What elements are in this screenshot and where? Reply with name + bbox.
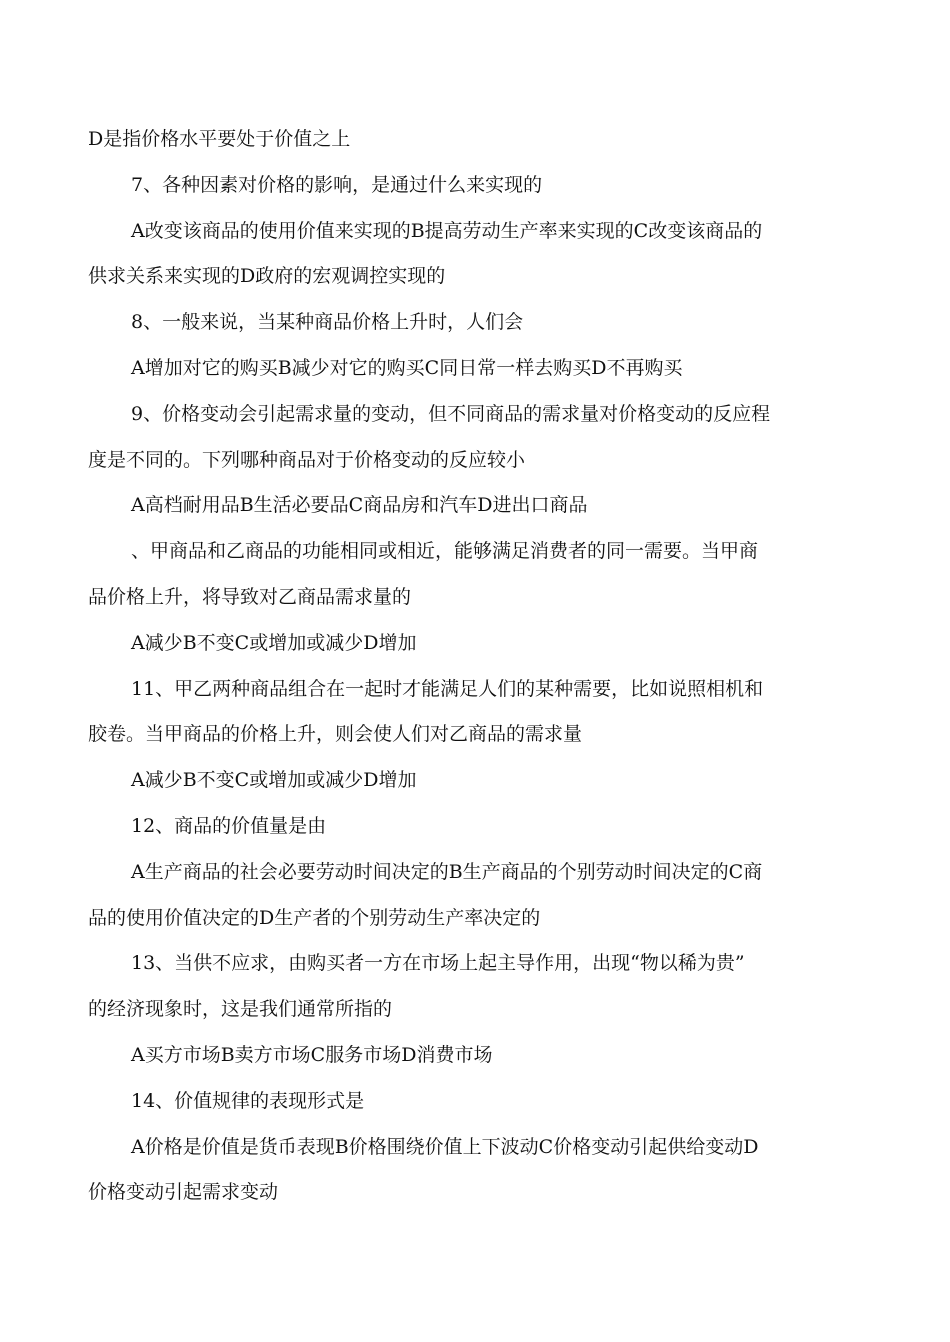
text-line: A买方市场B卖方市场C服务市场D消费市场 — [131, 1043, 493, 1066]
text-line: 、甲商品和乙商品的功能相同或相近，能够满足消费者的同一需要。当甲商 — [131, 540, 759, 563]
text-line: 度是不同的。下列哪种商品对于价格变动的反应较小 — [88, 448, 526, 471]
text-line: 11、甲乙两种商品组合在一起时才能满足人们的某种需要，比如说照相机和 — [131, 677, 764, 700]
text-line: D是指价格水平要处于价值之上 — [88, 128, 351, 150]
text-line: 8、一般来说，当某种商品价格上升时，人们会 — [131, 311, 524, 334]
text-line: A高档耐用品B生活必要品C商品房和汽车D进出口商品 — [131, 494, 588, 517]
text-line: A减少B不变C或增加或减少D增加 — [131, 769, 417, 792]
text-line: 价格变动引起需求变动 — [88, 1181, 279, 1204]
text-line: 7、各种因素对价格的影响，是通过什么来实现的 — [131, 173, 543, 196]
text-line: 品的使用价值决定的D生产者的个别劳动生产率决定的 — [88, 906, 541, 929]
text-line: A价格是价值是货币表现B价格围绕价值上下波动C价格变动引起供给变动D — [131, 1135, 759, 1158]
document-body — [88, 117, 868, 1216]
text-line: 12、商品的价值量是由 — [131, 814, 327, 837]
text-line: 的经济现象时，这是我们通常所指的 — [88, 998, 393, 1021]
text-line: A增加对它的购买B减少对它的购买C同日常一样去购买D不再购买 — [131, 356, 683, 379]
text-line: 供求关系来实现的D政府的宏观调控实现的 — [88, 265, 446, 288]
text-line: A改变该商品的使用价值来实现的B提高劳动生产率来实现的C改变该商品的 — [131, 219, 763, 242]
text-line: A生产商品的社会必要劳动时间决定的B生产商品的个别劳动时间决定的C商 — [131, 860, 763, 883]
text-line: 胶卷。当甲商品的价格上升，则会使人们对乙商品的需求量 — [88, 723, 583, 746]
text-line: 品价格上升，将导致对乙商品需求量的 — [88, 585, 412, 608]
text-line: A减少B不变C或增加或减少D增加 — [131, 631, 417, 654]
text-line: 13、当供不应求，由购买者一方在市场上起主导作用，出现“物以稀为贵” — [131, 952, 745, 975]
text-line: 14、价值规律的表现形式是 — [131, 1089, 365, 1112]
text-line: 9、价格变动会引起需求量的变动，但不同商品的需求量对价格变动的反应程 — [131, 402, 771, 425]
